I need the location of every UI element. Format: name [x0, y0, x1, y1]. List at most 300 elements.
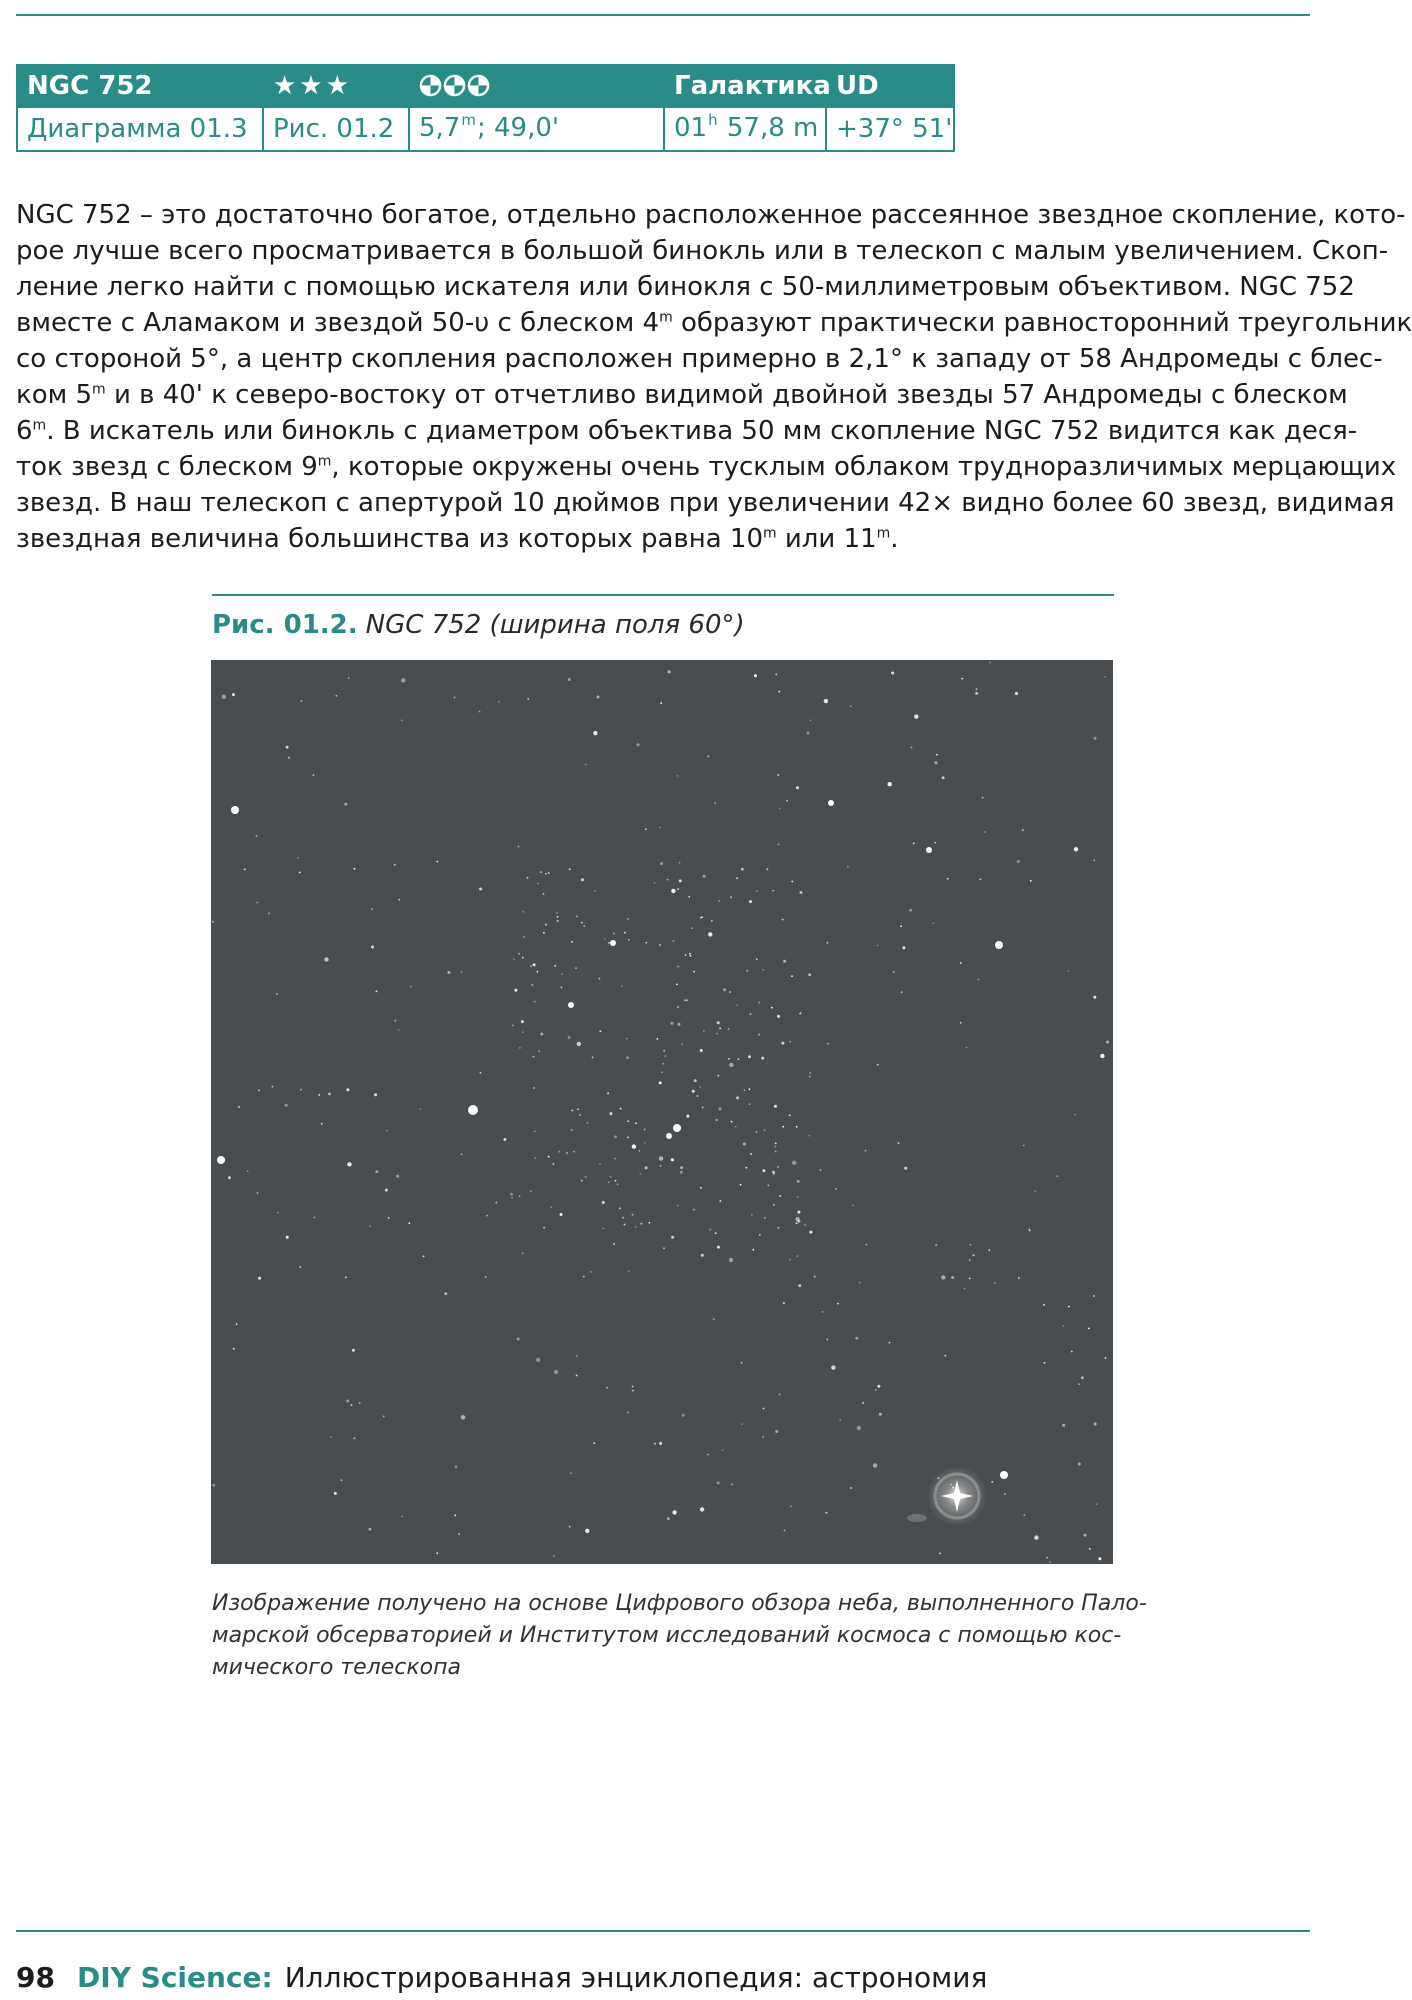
faint-star — [447, 971, 450, 974]
faint-star — [635, 1226, 637, 1228]
faint-star — [728, 1028, 730, 1030]
faint-star — [729, 1258, 733, 1262]
bright-star — [673, 1124, 681, 1132]
faint-star — [454, 697, 456, 699]
faint-star — [767, 1185, 769, 1187]
faint-star — [581, 878, 584, 881]
faint-star — [557, 916, 559, 918]
catalog-header-row — [17, 65, 954, 107]
faint-star — [620, 1108, 622, 1110]
faint-star — [677, 1205, 679, 1207]
faint-star — [827, 942, 829, 944]
faint-star — [522, 911, 524, 913]
faint-star — [839, 1419, 841, 1421]
faint-star — [693, 971, 695, 973]
faint-star — [685, 954, 687, 956]
faint-star — [573, 1151, 575, 1153]
faint-star — [779, 1394, 781, 1396]
faint-star — [299, 1266, 301, 1268]
faint-star — [775, 1430, 778, 1433]
faint-star — [796, 786, 799, 789]
faint-star — [613, 933, 615, 935]
ra-unit: h — [708, 110, 718, 129]
faint-star — [973, 1254, 975, 1256]
faint-star — [797, 1180, 800, 1183]
faint-star — [736, 1096, 739, 1099]
faint-star — [703, 875, 706, 878]
faint-star — [352, 1349, 355, 1352]
faint-star — [786, 800, 788, 802]
faint-star — [599, 1031, 601, 1033]
faint-star — [756, 890, 758, 892]
faint-star — [374, 1093, 377, 1096]
faint-star — [875, 1389, 877, 1391]
faint-star — [746, 1167, 748, 1169]
faint-star — [640, 1173, 642, 1175]
faint-star — [461, 971, 463, 973]
faint-star — [627, 1136, 629, 1138]
right-ascension — [664, 107, 826, 151]
faint-star — [607, 1092, 609, 1094]
dark-site-icon — [467, 74, 490, 97]
faint-star — [619, 1207, 621, 1209]
credit-line: марской обсерваторией и Институтом исследований космоса с помощью кос- — [212, 1623, 1122, 1648]
faint-star — [444, 1292, 447, 1295]
faint-star — [701, 1254, 704, 1257]
faint-star — [256, 835, 258, 837]
faint-star — [641, 1223, 643, 1225]
catalog-table — [16, 64, 955, 152]
faint-star — [679, 879, 682, 882]
faint-star — [626, 1038, 628, 1040]
faint-star — [767, 868, 769, 870]
faint-star — [552, 1163, 554, 1165]
faint-star — [1062, 1424, 1065, 1427]
faint-star — [398, 899, 400, 901]
faint-stars — [212, 662, 1109, 1564]
faint-star — [1093, 1295, 1095, 1297]
faint-star — [762, 969, 764, 971]
body-paragraph — [16, 197, 1412, 557]
faint-star — [668, 670, 671, 673]
faint-star — [556, 912, 558, 914]
faint-star — [258, 1277, 261, 1280]
body-line: вместе с Аламаком и звездой 50-υ с блеском 4$^m$ образуют практически равносторонний треугольник — [16, 308, 1412, 338]
faint-star — [790, 1505, 792, 1507]
faint-star — [665, 1055, 667, 1057]
faint-star — [700, 1507, 704, 1511]
faint-star — [615, 1180, 617, 1182]
faint-star — [330, 1436, 332, 1438]
faint-star — [777, 774, 779, 776]
faint-star — [383, 1416, 385, 1418]
faint-star — [936, 754, 938, 756]
faint-star — [671, 1236, 674, 1239]
faint-star — [738, 1058, 740, 1060]
faint-star — [935, 1244, 937, 1246]
faint-star — [702, 1107, 704, 1109]
faint-star — [748, 1055, 751, 1058]
faint-star — [984, 831, 986, 833]
faint-star — [736, 877, 738, 879]
faint-star — [799, 1013, 801, 1015]
bright-star — [995, 941, 1003, 949]
faint-star — [627, 1120, 629, 1122]
faint-star — [570, 1472, 572, 1474]
faint-star — [581, 922, 583, 924]
faint-star — [741, 1423, 743, 1425]
faint-star — [717, 1481, 720, 1484]
faint-star — [610, 1112, 613, 1115]
ra-minutes: 57,8 m — [718, 112, 819, 143]
faint-star — [703, 1030, 705, 1032]
faint-star — [713, 1318, 715, 1320]
faint-star — [632, 1390, 634, 1392]
faint-star — [336, 695, 338, 697]
faint-star — [1096, 1503, 1098, 1505]
faint-star — [545, 873, 547, 875]
faint-star — [571, 941, 573, 943]
faint-star — [671, 1022, 674, 1025]
faint-star — [359, 1402, 361, 1404]
faint-star — [719, 1200, 721, 1202]
faint-star — [911, 747, 913, 749]
faint-star — [543, 893, 545, 895]
faint-star — [351, 1404, 353, 1406]
faint-star — [691, 927, 693, 929]
faint-star — [479, 888, 482, 891]
faint-star — [749, 900, 752, 903]
faint-star — [684, 999, 686, 1001]
faint-star — [775, 674, 777, 676]
faint-star — [268, 913, 270, 915]
faint-star — [1089, 1548, 1091, 1550]
faint-star — [681, 1043, 683, 1045]
faint-star — [1034, 1535, 1038, 1539]
faint-star — [548, 1156, 550, 1158]
faint-star — [628, 939, 630, 941]
faint-star — [889, 1342, 891, 1344]
faint-star — [458, 1533, 460, 1535]
faint-star — [1074, 1114, 1076, 1116]
faint-star — [969, 1259, 971, 1261]
faint-star — [749, 1103, 751, 1105]
faint-star — [485, 1276, 487, 1278]
faint-star — [686, 1115, 689, 1118]
faint-star — [554, 1370, 558, 1374]
faint-star — [1029, 1230, 1031, 1232]
top-rule — [16, 14, 1310, 16]
faint-star — [777, 1166, 779, 1168]
faint-star — [966, 1047, 968, 1049]
faint-star — [577, 1108, 579, 1110]
faint-star — [773, 1204, 775, 1206]
faint-star — [576, 1355, 578, 1357]
faint-star — [789, 1114, 791, 1116]
faint-star — [758, 1034, 760, 1036]
faint-star — [486, 1215, 488, 1217]
star-field-svg — [211, 660, 1113, 1564]
faint-star — [561, 973, 563, 975]
faint-star — [256, 902, 258, 904]
faint-star — [676, 984, 678, 986]
faint-star — [719, 1107, 722, 1110]
faint-star — [519, 1195, 521, 1197]
faint-star — [569, 868, 571, 870]
faint-star — [592, 1057, 594, 1059]
body-line: ток звезд с блеском 9$^m$, которые окружены очень тусклым облаком трудноразличимых мерцающих — [16, 452, 1397, 482]
faint-star — [783, 960, 786, 963]
faint-star — [939, 1553, 941, 1555]
faint-star — [498, 701, 500, 703]
faint-star — [649, 1222, 651, 1224]
faint-star — [750, 1153, 752, 1155]
faint-star — [826, 1512, 828, 1514]
faint-star — [660, 1165, 662, 1167]
faint-star — [789, 1041, 791, 1043]
faint-star — [941, 1275, 945, 1279]
faint-star — [401, 678, 405, 682]
bright-star — [666, 1133, 672, 1139]
faint-star — [719, 1028, 721, 1030]
faint-star — [688, 896, 690, 898]
faint-star — [375, 1170, 378, 1173]
faint-star — [877, 945, 879, 947]
faint-star — [659, 1442, 662, 1445]
faint-star — [835, 1188, 837, 1190]
faint-star — [754, 674, 757, 677]
faint-star — [789, 1259, 791, 1261]
faint-star — [212, 921, 214, 923]
faint-star — [538, 1050, 540, 1052]
faint-star — [530, 965, 532, 967]
faint-star — [700, 1187, 702, 1189]
bright-star — [231, 806, 239, 814]
body-line: со стороной 5°, а центр скопления расположен примерно в 2,1° к западу от 58 Андромеды с блес- — [16, 344, 1383, 374]
faint-star — [1074, 847, 1078, 851]
magnitude-value: 5,7 — [419, 112, 461, 143]
faint-star — [809, 1076, 811, 1078]
faint-star — [604, 938, 606, 940]
faint-star — [717, 1021, 720, 1024]
faint-star — [517, 1337, 520, 1340]
faint-star — [796, 1126, 798, 1128]
faint-star — [420, 1108, 422, 1110]
faint-star — [590, 1271, 592, 1273]
faint-star — [1078, 1383, 1080, 1385]
faint-star — [644, 1142, 646, 1144]
faint-star — [521, 1020, 524, 1023]
faint-star — [479, 711, 481, 713]
faint-star — [597, 696, 600, 699]
faint-star — [543, 932, 545, 934]
faint-star — [951, 1276, 954, 1279]
faint-star — [286, 746, 289, 749]
faint-star — [778, 844, 780, 846]
faint-star — [577, 1042, 581, 1046]
faint-star — [244, 868, 246, 870]
faint-star — [568, 678, 571, 681]
figure-caption — [212, 608, 745, 642]
faint-star — [879, 1413, 882, 1416]
faint-star — [334, 1492, 337, 1495]
figure-reference: Рис. 01.2 — [263, 107, 409, 151]
faint-star — [750, 1013, 752, 1015]
faint-star — [980, 879, 982, 881]
catalog-values-row — [17, 107, 954, 151]
faint-star — [820, 1169, 822, 1171]
faint-star — [991, 1481, 993, 1483]
faint-star — [764, 1217, 766, 1219]
faint-star — [585, 1176, 587, 1178]
faint-star — [328, 1093, 331, 1096]
faint-star — [680, 1166, 683, 1169]
faint-star — [743, 1143, 746, 1146]
faint-star — [1105, 1357, 1107, 1359]
faint-star — [527, 877, 529, 879]
faint-star — [569, 1526, 571, 1528]
bottom-rule — [16, 1930, 1310, 1932]
faint-star — [660, 702, 662, 704]
faint-star — [637, 743, 640, 746]
faint-star — [711, 920, 713, 922]
faint-star — [689, 953, 691, 955]
faint-star — [628, 1270, 630, 1272]
faint-star — [593, 731, 597, 735]
faint-star — [775, 1151, 777, 1153]
faint-star — [376, 991, 378, 993]
faint-star — [831, 1365, 835, 1369]
faint-star — [593, 1442, 595, 1444]
faint-star — [677, 966, 679, 968]
faint-star — [617, 1184, 619, 1186]
image-credit — [212, 1588, 1147, 1684]
faint-star — [512, 1025, 514, 1027]
faint-star — [503, 1138, 506, 1141]
faint-star — [731, 1484, 733, 1486]
faint-star — [660, 862, 663, 865]
object-type: Галактика — [664, 65, 826, 107]
faint-star — [436, 861, 438, 863]
faint-star — [286, 1236, 289, 1239]
faint-star — [561, 986, 563, 988]
faint-star — [797, 1255, 799, 1257]
faint-star — [904, 1167, 907, 1170]
faint-star — [423, 1255, 425, 1257]
faint-star — [909, 909, 912, 912]
faint-star — [1022, 829, 1024, 831]
bright-star — [468, 1105, 478, 1115]
faint-star — [621, 985, 623, 987]
bright-star — [1000, 1471, 1008, 1479]
faint-star — [759, 1234, 761, 1236]
faint-star — [543, 1227, 545, 1229]
faint-star — [723, 988, 726, 991]
faint-star — [553, 1555, 555, 1557]
magnitude-unit: m — [461, 110, 476, 129]
faint-star — [715, 1232, 717, 1234]
faint-star — [781, 1042, 784, 1045]
faint-star — [775, 1143, 777, 1145]
faint-star — [797, 1211, 800, 1214]
faint-star — [673, 940, 675, 942]
faint-star — [784, 1530, 786, 1532]
faint-star — [518, 846, 520, 848]
faint-star — [534, 1001, 536, 1003]
faint-star — [645, 828, 647, 830]
faint-star — [536, 1358, 540, 1362]
faint-star — [1030, 880, 1032, 882]
faint-star — [661, 1072, 663, 1074]
faint-star — [877, 1064, 879, 1066]
faint-star — [354, 868, 356, 870]
faint-star — [847, 866, 849, 868]
faint-star — [297, 857, 299, 859]
faint-star — [852, 1205, 854, 1207]
faint-star — [568, 1036, 571, 1039]
faint-star — [779, 1195, 781, 1197]
faint-star — [300, 1089, 302, 1091]
faint-star — [272, 1086, 274, 1088]
faint-star — [622, 1217, 624, 1219]
body-line: звездная величина большинства из которых равна 10$^m$ или 11$^m$. — [16, 524, 899, 554]
body-line: NGC 752 – это достаточно богатое, отдельно расположенное рассеянное звездное скопление, кото- — [16, 200, 1406, 230]
faint-star — [348, 677, 350, 679]
faint-star — [599, 1163, 601, 1165]
faint-star — [782, 919, 784, 921]
faint-star — [236, 1323, 238, 1325]
faint-star — [809, 1135, 811, 1137]
faint-star — [533, 1056, 535, 1058]
faint-star — [662, 1063, 664, 1065]
faint-star — [714, 802, 716, 804]
faint-star — [994, 1282, 996, 1284]
faint-star — [1018, 1277, 1020, 1279]
faint-star — [258, 1090, 260, 1092]
faint-star — [709, 1229, 711, 1231]
faint-star — [679, 862, 681, 864]
faint-star — [371, 908, 373, 910]
faint-star — [865, 1150, 867, 1152]
faint-star — [1094, 737, 1097, 740]
faint-star — [354, 1437, 356, 1439]
faint-star — [978, 979, 980, 981]
faint-star — [809, 1231, 812, 1234]
faint-star — [756, 1131, 758, 1133]
faint-star — [730, 896, 732, 898]
faint-star — [583, 1276, 585, 1278]
faint-star — [511, 1197, 513, 1199]
faint-star — [682, 1414, 685, 1417]
faint-star — [783, 1302, 785, 1304]
faint-galaxy — [907, 1514, 927, 1522]
faint-star — [901, 991, 903, 993]
faint-star — [602, 1201, 605, 1204]
faint-star — [797, 1196, 799, 1198]
faint-star — [606, 1387, 608, 1389]
faint-star — [510, 1193, 513, 1196]
faint-star — [585, 1529, 589, 1533]
faint-star — [527, 698, 529, 700]
faint-star — [533, 963, 536, 966]
faint-star — [982, 797, 984, 799]
faint-star — [778, 691, 780, 693]
faint-star — [522, 1252, 524, 1254]
faint-star — [608, 942, 610, 944]
faint-star — [701, 916, 703, 918]
faint-star — [519, 1047, 521, 1049]
faint-star — [523, 936, 525, 938]
